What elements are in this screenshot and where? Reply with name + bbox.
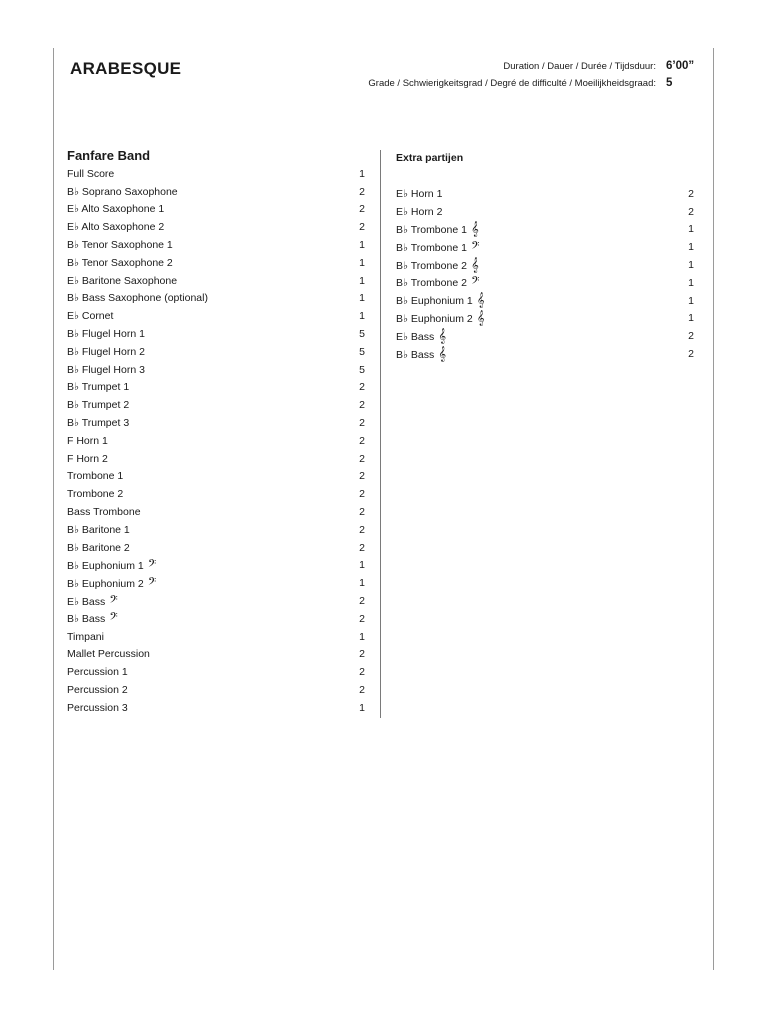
part-quantity: 2 <box>359 452 365 465</box>
part-name <box>67 542 130 554</box>
part-label: Percussion 2 <box>67 684 128 696</box>
grade-label: Grade / Schwierigkeitsgrad / Degré de difficulté / Moeilijkheidsgraad: <box>368 78 656 89</box>
part-name <box>67 702 128 714</box>
part-key: B♭ <box>67 577 79 590</box>
part-key: E♭ <box>67 310 79 323</box>
part-quantity: 1 <box>688 259 694 272</box>
part-name <box>396 206 442 218</box>
part-row <box>67 290 365 308</box>
part-row <box>67 165 365 183</box>
part-row <box>67 468 365 486</box>
part-key: B♭ <box>67 541 79 554</box>
part-label: Euphonium 2 <box>410 312 473 325</box>
part-quantity: 2 <box>359 666 365 679</box>
treble-clef-icon: 𝄞 <box>434 328 447 344</box>
treble-clef-icon: 𝄞 <box>434 346 447 362</box>
part-name <box>67 275 177 287</box>
part-key: E♭ <box>396 187 408 200</box>
part-label: Alto Saxophone 2 <box>81 221 165 234</box>
part-row <box>67 272 365 290</box>
part-key: B♭ <box>396 241 408 254</box>
part-key: B♭ <box>396 277 408 290</box>
part-quantity: 1 <box>359 167 365 180</box>
part-name <box>67 168 114 180</box>
part-label: Alto Saxophone 1 <box>81 203 165 216</box>
part-key: B♭ <box>67 185 79 198</box>
part-name <box>67 381 129 393</box>
duration-label: Duration / Dauer / Durée / Tijdsduur: <box>503 61 656 72</box>
part-quantity: 1 <box>359 577 365 590</box>
part-quantity: 1 <box>359 310 365 323</box>
part-row <box>67 343 365 361</box>
part-label: Bass <box>410 348 435 361</box>
part-key: E♭ <box>67 221 79 234</box>
part-label: Bass <box>410 330 435 343</box>
fanfare-band-heading: Fanfare Band <box>67 148 151 163</box>
bass-clef-icon: 𝄢 <box>105 593 118 609</box>
part-label: Bass Saxophone (optional) <box>81 292 208 305</box>
part-row <box>67 539 365 557</box>
part-quantity: 2 <box>359 470 365 483</box>
part-row <box>396 274 694 292</box>
part-row <box>67 379 365 397</box>
part-label: Trombone 1 <box>410 241 467 254</box>
part-label: Bass <box>81 595 106 608</box>
left-margin-rule <box>53 48 54 970</box>
part-quantity: 2 <box>359 185 365 198</box>
part-key: B♭ <box>67 523 79 536</box>
part-quantity: 1 <box>359 630 365 643</box>
part-quantity: 1 <box>688 241 694 254</box>
part-label: Trombone 1 <box>410 223 467 236</box>
part-label: Flugel Horn 2 <box>81 345 145 358</box>
part-quantity: 1 <box>359 292 365 305</box>
part-key: B♭ <box>396 259 408 272</box>
part-quantity: 5 <box>359 328 365 341</box>
part-key: B♭ <box>67 559 79 572</box>
part-name <box>67 470 123 482</box>
part-name <box>67 488 123 500</box>
part-quantity: 2 <box>359 523 365 536</box>
part-row <box>67 450 365 468</box>
part-row <box>67 681 365 699</box>
part-label: Flugel Horn 1 <box>81 328 145 341</box>
part-name <box>67 524 130 536</box>
part-label: Bass <box>81 613 106 626</box>
part-name <box>67 364 145 376</box>
part-key: B♭ <box>396 348 408 361</box>
part-key: E♭ <box>396 205 408 218</box>
part-name <box>67 684 128 696</box>
part-key: B♭ <box>67 363 79 376</box>
part-row <box>67 521 365 539</box>
part-label: Timpani <box>67 630 104 643</box>
part-quantity: 2 <box>359 381 365 394</box>
part-label: Baritone Saxophone <box>81 274 178 287</box>
part-name <box>396 223 479 236</box>
part-name <box>67 612 118 625</box>
part-quantity: 2 <box>359 648 365 661</box>
part-name <box>67 648 150 660</box>
part-row <box>396 327 694 345</box>
treble-clef-icon: 𝄞 <box>472 310 485 326</box>
part-name <box>67 310 113 322</box>
part-row <box>67 414 365 432</box>
part-key: B♭ <box>67 417 79 430</box>
part-quantity: 1 <box>688 276 694 289</box>
part-label: Trombone 2 <box>67 488 124 501</box>
part-label: F Horn 2 <box>67 452 108 465</box>
part-quantity: 2 <box>359 506 365 519</box>
part-quantity: 2 <box>359 684 365 696</box>
part-label: Percussion 3 <box>67 701 128 714</box>
part-key: E♭ <box>67 203 79 216</box>
part-label: Mallet Percussion <box>67 648 150 661</box>
part-key: B♭ <box>67 381 79 394</box>
part-quantity: 2 <box>359 541 365 554</box>
part-row <box>396 221 694 239</box>
part-label: Horn 2 <box>410 205 443 218</box>
part-name <box>67 631 104 643</box>
part-label: Tenor Saxophone 2 <box>81 256 173 269</box>
part-label: Trombone 1 <box>67 470 124 483</box>
part-quantity: 2 <box>359 434 365 447</box>
part-name <box>67 666 128 678</box>
part-quantity: 2 <box>688 187 694 200</box>
part-quantity: 2 <box>359 417 365 430</box>
part-quantity: 2 <box>359 612 365 625</box>
part-row <box>396 292 694 310</box>
part-key: E♭ <box>396 330 408 343</box>
extra-parts-column <box>396 150 694 363</box>
grade-row <box>368 77 698 89</box>
part-row <box>67 361 365 379</box>
part-name <box>67 328 145 340</box>
column-divider <box>380 150 381 718</box>
part-quantity: 5 <box>359 345 365 358</box>
part-row <box>67 218 365 236</box>
part-key: B♭ <box>67 328 79 341</box>
part-name <box>67 292 208 304</box>
part-quantity: 2 <box>359 488 365 501</box>
extra-parts-heading: Extra partijen <box>396 152 464 164</box>
part-label: Euphonium 1 <box>81 559 144 572</box>
part-label: Baritone 1 <box>81 523 130 536</box>
part-name <box>396 330 446 343</box>
part-name <box>396 348 446 361</box>
part-row <box>67 503 365 521</box>
part-row <box>67 485 365 503</box>
part-key: B♭ <box>67 399 79 412</box>
part-name <box>67 399 129 411</box>
part-key: E♭ <box>67 595 79 608</box>
part-name <box>396 241 479 254</box>
part-label: Horn 1 <box>410 187 443 200</box>
part-quantity: 1 <box>688 223 694 236</box>
part-row <box>396 238 694 256</box>
extra-parts-list <box>396 185 694 363</box>
part-label: Euphonium 1 <box>410 295 473 308</box>
part-quantity: 2 <box>359 221 365 234</box>
bass-clef-icon: 𝄢 <box>466 275 480 291</box>
part-row <box>67 396 365 414</box>
bass-clef-icon: 𝄢 <box>466 239 480 255</box>
part-name <box>67 239 173 251</box>
part-key: B♭ <box>67 256 79 269</box>
part-name <box>396 312 485 325</box>
piece-title: ARABESQUE <box>70 59 182 78</box>
part-label: Euphonium 2 <box>81 577 144 590</box>
part-key: B♭ <box>67 345 79 358</box>
part-key: B♭ <box>67 239 79 252</box>
part-label: Tenor Saxophone 1 <box>81 239 173 252</box>
part-quantity: 1 <box>359 256 365 269</box>
part-row <box>67 236 365 254</box>
part-key: B♭ <box>67 613 79 626</box>
part-quantity: 2 <box>688 205 694 218</box>
part-quantity: 2 <box>359 399 365 412</box>
treble-clef-icon: 𝄞 <box>466 221 479 237</box>
duration-row <box>503 60 698 72</box>
duration-value: 6’00” <box>666 60 695 72</box>
part-name <box>396 276 479 289</box>
part-row <box>67 663 365 681</box>
part-quantity: 2 <box>688 348 694 361</box>
part-quantity: 1 <box>359 559 365 572</box>
treble-clef-icon: 𝄞 <box>472 293 485 309</box>
part-name <box>67 346 145 358</box>
part-label: Trumpet 2 <box>81 399 130 412</box>
part-quantity: 1 <box>359 274 365 287</box>
part-label: Soprano Saxophone <box>81 185 178 198</box>
part-name <box>67 506 141 518</box>
part-quantity: 2 <box>688 330 694 343</box>
part-row <box>67 432 365 450</box>
part-row <box>396 185 694 203</box>
bass-clef-icon: 𝄢 <box>143 575 157 591</box>
part-label: Trombone 2 <box>410 259 467 272</box>
part-name <box>67 203 164 215</box>
part-label: Baritone 2 <box>81 541 130 554</box>
part-name <box>67 417 129 429</box>
bass-clef-icon: 𝄢 <box>105 611 118 627</box>
part-label: Trumpet 3 <box>81 417 130 430</box>
part-quantity: 2 <box>359 203 365 216</box>
part-name <box>67 186 178 198</box>
part-label: Trumpet 1 <box>81 381 130 394</box>
part-label: Percussion 1 <box>67 666 128 679</box>
part-key: B♭ <box>396 312 408 325</box>
part-quantity: 1 <box>688 312 694 325</box>
part-row <box>67 628 365 646</box>
part-name <box>67 221 164 233</box>
part-name <box>67 257 173 269</box>
part-row <box>396 203 694 221</box>
part-row <box>67 557 365 575</box>
part-key: E♭ <box>67 274 79 287</box>
part-name <box>67 595 118 608</box>
part-name <box>67 435 108 447</box>
part-label: Full Score <box>67 167 115 180</box>
part-row <box>396 310 694 328</box>
part-row <box>67 201 365 219</box>
bass-clef-icon: 𝄢 <box>143 557 157 573</box>
part-name <box>396 294 485 307</box>
fanfare-band-column <box>67 148 365 717</box>
part-quantity: 1 <box>359 701 365 714</box>
part-label: Bass Trombone <box>67 506 141 519</box>
part-quantity: 5 <box>359 363 365 376</box>
part-row <box>67 592 365 610</box>
part-name <box>396 259 479 272</box>
part-quantity: 1 <box>359 239 365 252</box>
part-row <box>67 325 365 343</box>
fanfare-band-parts-list <box>67 165 365 717</box>
part-row <box>396 345 694 363</box>
part-key: B♭ <box>396 295 408 308</box>
part-label: Flugel Horn 3 <box>81 363 145 376</box>
treble-clef-icon: 𝄞 <box>466 257 479 273</box>
part-label: Trombone 2 <box>410 277 467 290</box>
part-name <box>67 559 156 572</box>
part-row <box>67 574 365 592</box>
part-key: B♭ <box>396 223 408 236</box>
grade-value: 5 <box>666 77 673 89</box>
part-name <box>396 188 442 200</box>
part-name <box>67 453 108 465</box>
part-row <box>67 610 365 628</box>
part-quantity: 1 <box>688 294 694 307</box>
part-label: F Horn 1 <box>67 434 108 447</box>
part-row <box>396 256 694 274</box>
part-quantity: 2 <box>359 595 365 608</box>
part-row <box>67 183 365 201</box>
part-row <box>67 254 365 272</box>
right-margin-rule <box>713 48 714 970</box>
part-key: B♭ <box>67 292 79 305</box>
part-row <box>67 307 365 325</box>
part-row <box>67 699 365 717</box>
part-row <box>67 646 365 664</box>
part-label: Cornet <box>81 310 114 323</box>
part-name <box>67 577 156 590</box>
